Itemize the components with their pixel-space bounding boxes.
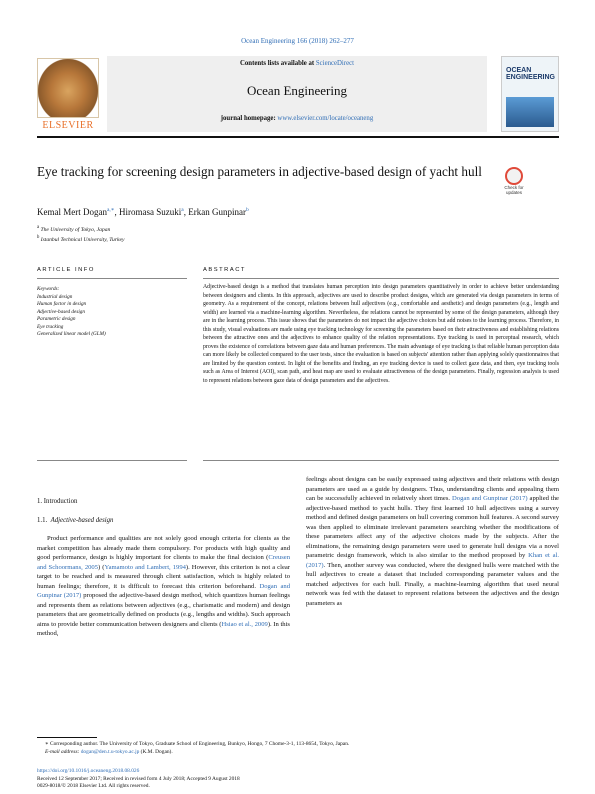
received-dates: Received 12 September 2017; Received in revised form 4 July 2018; Accepted 9 August 2018 xyxy=(37,775,240,782)
affiliation: $^a$ The University of Tokyo, Japan xyxy=(37,225,111,233)
keyword: Eye tracking xyxy=(37,323,64,330)
citation-link[interactable]: Dogan and Gunpinar (2017) xyxy=(452,495,528,502)
article-meta xyxy=(37,768,559,791)
subsection-heading: 1.1. Adjective-based design xyxy=(37,516,114,524)
article-title: Eye tracking for screening design parameters in adjective-based design of yacht hull xyxy=(37,164,482,179)
header-rule xyxy=(37,136,559,138)
keyword: Generalized linear model (GLM) xyxy=(37,331,106,337)
corresponding-author-note: ∗ Corresponding author. The University of Tokyo, Graduate School of Engineering, Bunkyo, Hongo, 7 Chome-3-1, 113-8654, Tokyo, Japan. xyxy=(45,741,350,747)
author-list: Kemal Mert Dogan$^{a,∗}$, Hiromasa Suzuki$^a$, Erkan Gunpinar$^b$ xyxy=(37,207,249,217)
journal-header xyxy=(37,56,559,132)
citation-link[interactable]: Yamamoto and Lambert, 1994 xyxy=(104,563,186,571)
journal-homepage: journal homepage: www.elsevier.com/locate/oceaneng xyxy=(220,115,374,122)
citation-link[interactable]: Creusen and Schoormans, 2005 xyxy=(37,554,290,571)
citation-link[interactable]: Hsiao et al., 2009 xyxy=(221,620,268,628)
keyword: Adjective-based design xyxy=(37,308,85,315)
email-link[interactable]: dogan@den.t.u-tokyo.ac.jp xyxy=(80,749,140,755)
keyword: Industrial design xyxy=(37,293,73,300)
info-bottom-rule xyxy=(37,460,187,461)
elsevier-tree-icon xyxy=(37,58,99,118)
check-updates-label: Check for updates xyxy=(504,185,524,195)
keywords-block xyxy=(37,286,177,339)
abstract-heading: ABSTRACT xyxy=(203,267,246,273)
doi-link[interactable]: https://doi.org/10.1016/j.oceaneng.2018.08.026 xyxy=(37,768,140,774)
affiliation: $^b$ Istanbul Technical University, Turkey xyxy=(37,234,125,243)
journal-title: Ocean Engineering xyxy=(247,83,347,98)
check-updates-icon xyxy=(505,167,523,185)
author-name[interactable]: Erkan Gunpinar xyxy=(188,207,246,217)
check-for-updates-badge[interactable] xyxy=(502,167,526,195)
body-paragraph: feelings about designs can be easily expressed using adjectives and their relations with design parameters are used as a guide by designers. Thus, understanding clients and appealing them can be successfully achieved in relatively short times. Dogan and Gunpinar (2017) applied the adjective-based method to yacht hulls. They first learned 10 hull adjectives using a survey method and defined design parameters on hull covering common hull features. A second survey was then applied to eliminate irrelevant parameters searching whether the modifications of these parameters affect any of the adjective choices made by the subjects. After the eliminations, the remaining design parameters were used to generate hull designs via a novel parametric design framework, which is also similar to the method proposed by Khan et al. (2017). Then, another survey was conducted, where the designed hulls were matched with the hull adjectives to create a dataset that included corresponding parameter values and the matched adjectives for each hull. Finally, a machine-learning algorithm that used neural network was fed with the dataset to represent relations between the adjectives and the design parameters as xyxy=(306,476,559,607)
body-left-column xyxy=(37,497,290,639)
journal-reference[interactable]: Ocean Engineering 166 (2018) 262–277 xyxy=(241,37,354,45)
section-heading: 1. Introduction xyxy=(37,498,78,505)
keyword: Human factor in design xyxy=(37,301,87,307)
keywords-label: Keywords: xyxy=(37,286,60,292)
homepage-link[interactable]: www.elsevier.com/locate/oceaneng xyxy=(277,115,374,122)
keyword: Parametric design xyxy=(37,316,76,322)
article-info-heading: ARTICLE INFO xyxy=(37,267,95,273)
abstract-rule xyxy=(203,278,559,279)
footnote xyxy=(37,740,559,756)
citation-link[interactable]: Khan et al. (2017) xyxy=(306,552,559,569)
email-line: E-mail address: dogan@den.t.u-tokyo.ac.jp (K.M. Dogan). xyxy=(45,749,173,755)
info-rule xyxy=(37,278,187,279)
affiliations xyxy=(37,224,124,244)
journal-banner xyxy=(107,56,487,132)
body-right-column xyxy=(306,475,559,608)
abstract-bottom-rule xyxy=(203,460,559,461)
footnote-rule xyxy=(37,737,97,738)
cover-image xyxy=(506,97,554,127)
citation-link[interactable]: Dogan and Gunpinar (2017) xyxy=(37,582,290,599)
journal-cover[interactable] xyxy=(501,56,559,132)
contents-line: Contents lists available at ScienceDirect xyxy=(239,60,355,67)
author-name[interactable]: Kemal Mert Dogan xyxy=(37,207,107,217)
sciencedirect-link[interactable]: ScienceDirect xyxy=(315,60,355,67)
copyright: 0029-8018/© 2018 Elsevier Ltd. All rights reserved. xyxy=(37,783,150,789)
cover-title: OCEAN ENGINEERING xyxy=(506,67,556,81)
elsevier-logo[interactable] xyxy=(37,58,99,130)
author-name[interactable]: Hiromasa Suzuki xyxy=(119,207,182,217)
publisher-name: ELSEVIER xyxy=(42,120,94,131)
body-paragraph: Product performance and qualities are not solely good enough criteria for clients as the market competition has already made them compulsory. For products with high quality and good performance, design is highly important for clients to make the final decision (Creusen and Schoormans, 2005) (Yamamoto and Lambert, 1994). However, this criterion is not a clear target to be reached and is measured through client satisfaction, which is highly related to human feelings; therefore, it is difficult to forecast this criterion beforehand. Dogan and Gunpinar (2017) proposed the adjective-based design method, which quantizes human feelings and represents them as relations between adjectives (e.g., charismatic and modern) and design parameters that are geometrically defined on products (e.g., lengths and widths). Such approach aims to provide better communication between designers and clients (Hsiao et al., 2009). In this method, xyxy=(37,535,291,637)
abstract-text: Adjective-based design is a method that translates human perception into design parameters quantitatively in order to achieve better understanding between designers and clients. In this approach, adjectives are used to describe product designs, which are generated via design parameters in terms of geometry. As a requirement of the concept, relations between hull adjectives (e.g., comfortable and aesthetic) and design parameters (e.g., length and width) are learned via a machine-learning algorithm. Nevertheless, the relations cannot be represented by some of the design parameters, although they are in the learning process. This issue shows that the parameters do not impact the adjective choices but add noises to the learning process. Therefore, in this study, visual evaluations are made using eye tracking technology for screening the parameters based on their attractiveness and establishing relations between the attractive ones and the adjectives to enhance quality of the relation representations. Eye tracking is used in perceptual research, which proves the existence of correlations between gaze data and human preferences. The main advantage of eye tracking is that reliable human perception data can more likely be collected compared to the user tests, since the evaluation is based on subjects' attention rather than applying solely questionnaires that are limited by the question context. In light of the benefits and finding, an eye tracking device is used to collect gaze data, and then, eye tracking tools such as Area of Interest (AOI), scan path, and heat map are used to evaluate attractiveness of the design parameters. Finally, regression analysis is used to represent relations between gaze data of design parameters and the adjectives. xyxy=(203,284,559,385)
